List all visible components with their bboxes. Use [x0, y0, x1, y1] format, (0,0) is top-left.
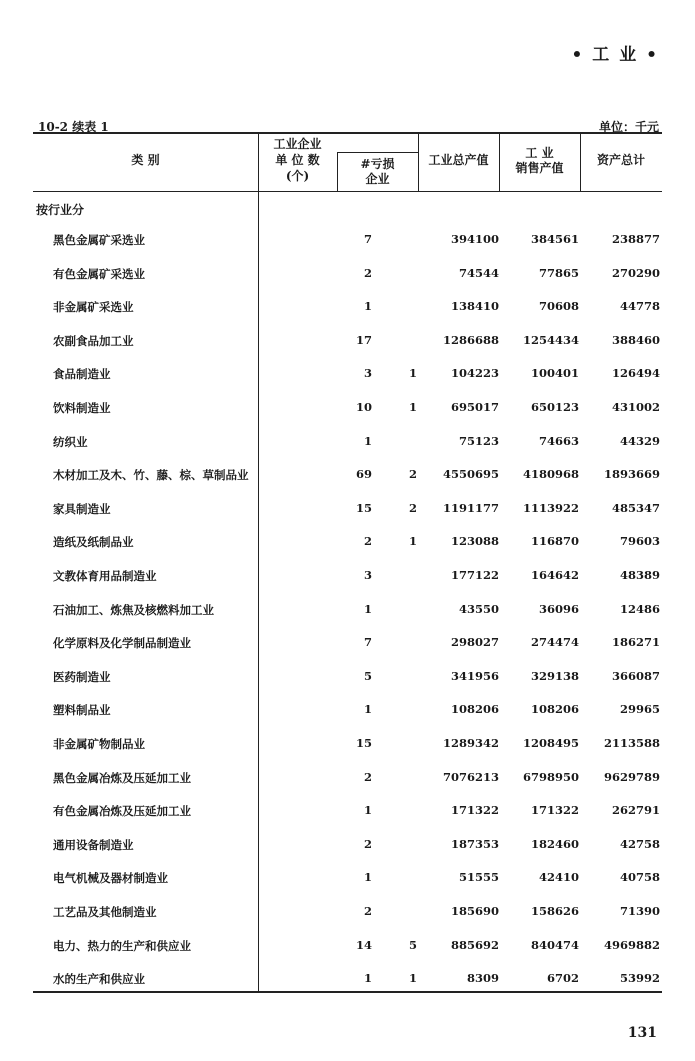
row-sales: 171322 [530, 803, 579, 818]
row-units: 3 [363, 568, 372, 582]
row-assets: 53992 [619, 971, 660, 986]
row-loss: 1 [408, 366, 417, 381]
row-sales: 164642 [530, 568, 579, 582]
table-row [33, 566, 662, 586]
row-assets: 4969882 [603, 937, 660, 952]
table-id: 10-2 续表 1 [38, 120, 109, 134]
header-category: 类 别 [131, 153, 160, 167]
row-output: 185690 [450, 904, 499, 918]
row-sales: 36096 [538, 601, 579, 616]
row-output: 74544 [458, 265, 499, 280]
row-loss: 1 [408, 971, 417, 986]
header-subrule [337, 152, 418, 153]
row-output: 187353 [450, 836, 499, 851]
table-row [33, 801, 662, 821]
row-name: 非金属矿物制品业 [53, 737, 145, 751]
row-loss: 2 [408, 467, 417, 482]
table-row [33, 532, 662, 552]
header-loss-top: #亏损 [360, 157, 395, 171]
row-output: 177122 [450, 568, 499, 582]
row-name: 工艺品及其他制造业 [53, 905, 157, 919]
row-name: 石油加工、炼焦及核燃料加工业 [53, 602, 214, 617]
row-units: 7 [363, 635, 372, 650]
row-units: 1 [363, 971, 372, 986]
row-name: 黑色金属矿采选业 [53, 233, 145, 247]
row-sales: 329138 [530, 668, 579, 683]
row-sales: 6702 [546, 971, 579, 986]
row-output: 171322 [450, 803, 499, 818]
table-row [33, 398, 662, 418]
row-sales: 1208495 [522, 736, 579, 750]
row-name: 食品制造业 [53, 367, 111, 382]
row-output: 7076213 [442, 769, 499, 784]
row-name: 非金属矿采选业 [53, 300, 134, 315]
row-assets: 12486 [619, 601, 660, 616]
row-assets: 262791 [611, 803, 660, 818]
row-output: 341956 [450, 668, 499, 683]
row-assets: 366087 [611, 668, 660, 683]
row-sales: 4180968 [522, 467, 579, 482]
row-name: 电气机械及器材制造业 [53, 871, 168, 886]
row-name: 水的生产和供应业 [53, 972, 145, 987]
row-output: 43550 [458, 601, 499, 616]
row-assets: 2113588 [603, 736, 660, 750]
row-output: 1286688 [442, 332, 499, 347]
row-sales: 650123 [530, 400, 579, 414]
row-sales: 274474 [530, 635, 579, 650]
row-assets: 29965 [619, 702, 660, 717]
row-name: 造纸及纸制品业 [53, 535, 134, 550]
row-name: 家具制造业 [53, 501, 111, 516]
row-units: 2 [363, 265, 372, 280]
row-assets: 44329 [619, 433, 660, 448]
header-bottom-rule [33, 191, 662, 192]
row-assets: 42758 [619, 836, 660, 851]
row-units: 2 [363, 904, 372, 918]
row-name: 黑色金属冶炼及压延加工业 [53, 770, 191, 785]
row-name: 木材加工及木、竹、藤、棕、草制品业 [53, 468, 249, 483]
row-name: 通用设备制造业 [53, 837, 134, 852]
row-units: 1 [363, 299, 372, 314]
row-loss: 1 [408, 534, 417, 549]
table-row [33, 297, 662, 317]
row-assets: 431002 [611, 400, 660, 414]
row-assets: 71390 [619, 904, 660, 918]
row-sales: 158626 [530, 904, 579, 918]
row-units: 2 [363, 769, 372, 784]
table-row [33, 835, 662, 855]
row-units: 14 [355, 937, 372, 952]
row-loss: 2 [408, 500, 417, 515]
row-sales: 108206 [530, 702, 579, 717]
row-units: 15 [355, 736, 372, 750]
header-assets: 资产总计 [596, 153, 645, 167]
table-row [33, 633, 662, 653]
row-output: 138410 [450, 299, 499, 314]
table-row [33, 331, 662, 351]
row-name: 电力、热力的生产和供应业 [53, 938, 191, 953]
page-number: 131 [627, 1025, 657, 1041]
row-assets: 388460 [611, 332, 660, 347]
row-units: 1 [363, 433, 372, 448]
row-sales: 1113922 [522, 500, 579, 515]
row-output: 75123 [458, 433, 499, 448]
row-units: 7 [363, 232, 372, 246]
table-row [33, 667, 662, 687]
row-name: 有色金属冶炼及压延加工业 [53, 804, 191, 819]
row-sales: 77865 [538, 265, 579, 280]
row-name: 纺织业 [53, 434, 88, 449]
table-bottom-rule [33, 991, 662, 993]
row-output: 108206 [450, 702, 499, 717]
header-loss-bottom: 企业 [365, 172, 390, 186]
table-row [33, 936, 662, 956]
row-sales: 100401 [530, 366, 579, 381]
row-name: 有色金属矿采选业 [53, 266, 145, 281]
header-enterprises-unit: (个) [285, 169, 310, 183]
row-units: 2 [363, 836, 372, 851]
row-sales: 116870 [530, 534, 579, 549]
header-enterprises-mid: 单 位 数 [275, 153, 320, 167]
table-row [33, 230, 662, 250]
row-assets: 79603 [619, 534, 660, 549]
row-assets: 126494 [611, 366, 660, 381]
row-loss: 1 [408, 400, 417, 414]
header-enterprises-top: 工业企业 [273, 137, 322, 151]
row-output: 1289342 [442, 736, 499, 750]
row-units: 10 [355, 400, 372, 414]
row-sales: 74663 [538, 433, 579, 448]
row-assets: 9629789 [603, 769, 660, 784]
row-assets: 270290 [611, 265, 660, 280]
row-units: 3 [363, 366, 372, 381]
table-row [33, 902, 662, 922]
row-output: 51555 [458, 870, 499, 885]
row-assets: 485347 [611, 500, 660, 515]
row-units: 2 [363, 534, 372, 549]
row-output: 298027 [450, 635, 499, 650]
row-output: 123088 [450, 534, 499, 549]
row-name: 化学原料及化学制品制造业 [53, 636, 191, 651]
row-units: 1 [363, 601, 372, 616]
row-assets: 1893669 [603, 467, 660, 482]
section-header: • 工 业 • [571, 45, 659, 65]
row-output: 885692 [450, 937, 499, 952]
row-output: 104223 [450, 366, 499, 381]
row-units: 17 [355, 332, 372, 347]
table-top-rule [33, 132, 662, 134]
table-row [33, 700, 662, 720]
row-assets: 238877 [611, 232, 660, 246]
row-name: 塑料制品业 [53, 703, 111, 718]
row-assets: 44778 [619, 299, 660, 314]
row-units: 1 [363, 870, 372, 885]
row-output: 8309 [466, 971, 499, 986]
table-row [33, 768, 662, 788]
table-row [33, 432, 662, 452]
row-output: 4550695 [442, 467, 499, 482]
row-units: 1 [363, 803, 372, 818]
group-label: 按行业分 [36, 203, 85, 217]
table-row [33, 499, 662, 519]
row-name: 农副食品加工业 [53, 333, 134, 348]
header-gross-output: 工业总产值 [428, 153, 489, 167]
row-sales: 182460 [530, 836, 579, 851]
row-sales: 70608 [538, 299, 579, 314]
row-assets: 186271 [611, 635, 660, 650]
table-row [33, 969, 662, 989]
row-units: 69 [355, 467, 372, 482]
row-sales: 42410 [538, 870, 579, 885]
row-name: 饮料制造业 [53, 401, 111, 415]
row-output: 394100 [450, 232, 499, 246]
row-units: 5 [363, 668, 372, 683]
table-row [33, 465, 662, 485]
row-sales: 384561 [530, 232, 579, 246]
table-row [33, 364, 662, 384]
table-row [33, 868, 662, 888]
row-output: 695017 [450, 400, 499, 414]
row-units: 1 [363, 702, 372, 717]
row-loss: 5 [408, 937, 417, 952]
unit-label: 单位：千元 [598, 120, 659, 134]
row-units: 15 [355, 500, 372, 515]
header-sales-top: 工 业 [525, 146, 554, 160]
header-sales-bottom: 销售产值 [515, 161, 564, 175]
row-sales: 840474 [530, 937, 579, 952]
table-row [33, 264, 662, 284]
row-sales: 1254434 [522, 332, 579, 347]
row-name: 医药制造业 [53, 669, 111, 684]
row-assets: 40758 [619, 870, 660, 885]
row-sales: 6798950 [522, 769, 579, 784]
row-assets: 48389 [619, 568, 660, 582]
row-output: 1191177 [442, 500, 499, 515]
table-row [33, 734, 662, 754]
table-row [33, 600, 662, 620]
row-name: 文教体育用品制造业 [53, 569, 157, 583]
